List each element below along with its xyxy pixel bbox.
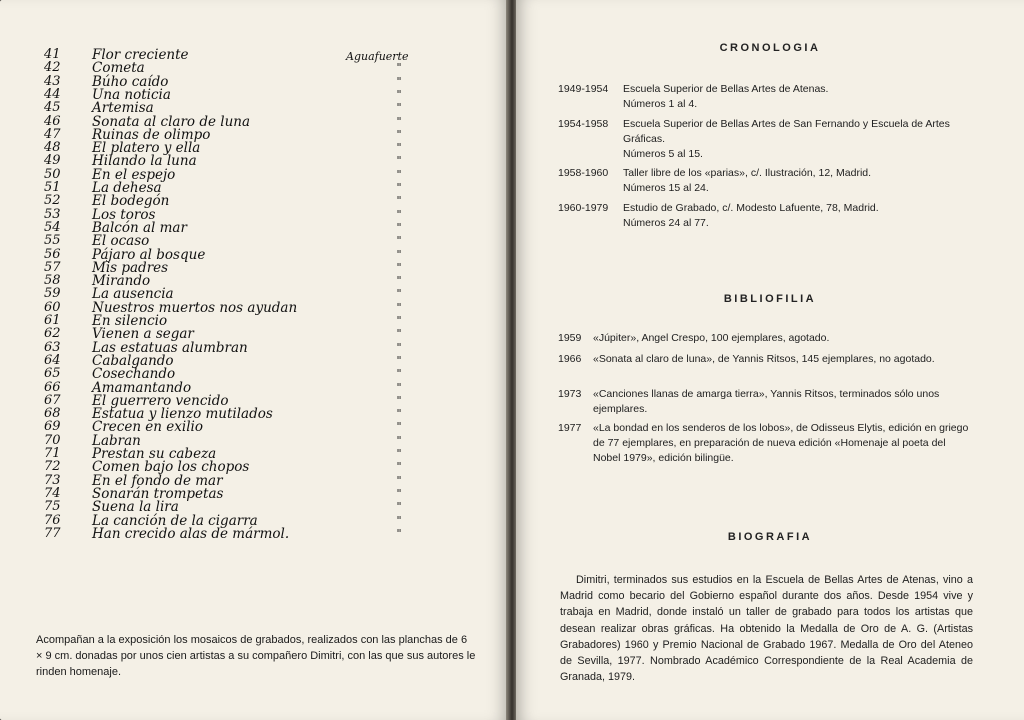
artwork-title: Sonata al claro de luna: [92, 113, 251, 130]
ditto-mark: ": [396, 500, 402, 514]
artwork-title: Mirando: [92, 273, 151, 290]
ditto-mark: ": [396, 367, 402, 381]
ditto-mark: ": [396, 207, 402, 221]
cronologia-numbers: Números 24 al 77.: [623, 217, 709, 229]
artwork-title: Ruinas de olimpo: [92, 126, 211, 143]
ditto-mark: ": [396, 234, 402, 248]
artwork-title: Búho caído: [92, 73, 169, 90]
bibliofilia-text: «Sonata al claro de luna», de Yannis Ritsos, 145 ejemplares, no agotado.: [593, 353, 935, 365]
artwork-title: Hilando la luna: [92, 153, 197, 170]
ditto-mark: ": [396, 260, 402, 274]
ditto-mark: ": [396, 327, 402, 341]
artwork-number: 67: [44, 392, 61, 408]
bibliofilia-entry: [558, 421, 978, 469]
ditto-mark: ": [396, 141, 402, 155]
artwork-number: 59: [44, 286, 61, 302]
artwork-title: La canción de la cigarra: [92, 512, 258, 529]
artwork-number: 44: [44, 86, 61, 102]
ditto-mark: ": [396, 127, 402, 141]
artwork-title: Cometa: [92, 60, 145, 77]
artwork-number: 66: [44, 379, 61, 395]
left-page: [0, 0, 508, 720]
cronologia-numbers: Números 1 al 4.: [623, 98, 698, 110]
artwork-title: Cabalgando: [92, 352, 174, 369]
ditto-mark: ": [396, 380, 402, 394]
artwork-title: Amamantando: [92, 379, 192, 396]
artwork-title: Pájaro al bosque: [92, 246, 206, 263]
artwork-title: Mis padres: [92, 259, 169, 276]
artwork-title: Sonarán trompetas: [92, 485, 224, 502]
artwork-number: 72: [44, 459, 61, 475]
ditto-mark: ": [396, 486, 402, 500]
artwork-number: 76: [44, 512, 61, 528]
artwork-number: 53: [44, 206, 61, 222]
artwork-title: Crecen en exilio: [92, 419, 203, 436]
ditto-mark: ": [396, 61, 402, 75]
ditto-mark: ": [396, 154, 402, 168]
artwork-number: 56: [44, 246, 61, 262]
ditto-mark: ": [396, 274, 402, 288]
ditto-mark: ": [396, 114, 402, 128]
bibliofilia-year: 1966: [558, 353, 582, 365]
cronologia-institution: Estudio de Grabado, c/. Modesto Lafuente, 78, Madrid.: [623, 202, 879, 214]
artwork-number: 69: [44, 419, 61, 435]
artwork-number: 54: [44, 219, 61, 235]
artwork-title: El guerrero vencido: [92, 392, 229, 409]
bibliofilia-text: «Júpiter», Angel Crespo, 100 ejemplares, agotado.: [593, 332, 830, 344]
artwork-number: 43: [44, 73, 61, 89]
ditto-mark: ": [396, 473, 402, 487]
ditto-mark: ": [396, 433, 402, 447]
artwork-number: 42: [44, 60, 61, 76]
cronologia-numbers: Números 5 al 15.: [623, 148, 703, 160]
cronologia-entry: [558, 117, 978, 163]
cronologia-text: [623, 82, 983, 112]
cronologia-years: 1949-1954: [558, 83, 609, 95]
ditto-mark: ": [396, 447, 402, 460]
cronologia-institution: Escuela Superior de Bellas Artes de Atenas.: [623, 83, 829, 95]
technique-header: Aguafuerte: [346, 50, 409, 63]
bibliofilia-year: 1959: [558, 332, 582, 344]
artwork-title: Estatua y lienzo mutilados: [92, 406, 273, 423]
ditto-mark: ": [396, 526, 402, 540]
artwork-number: 60: [44, 299, 61, 315]
artwork-number: 68: [44, 406, 61, 422]
bibliofilia-title: BIBLIOFILIA: [723, 293, 817, 305]
ditto-mark: ": [396, 407, 402, 421]
ditto-mark: ": [396, 314, 402, 327]
artwork-number: 52: [44, 193, 61, 209]
ditto-mark: ": [396, 220, 402, 234]
cronologia-numbers: Números 15 al 24.: [623, 182, 709, 194]
artwork-title: Vienen a segar: [92, 326, 194, 343]
artwork-number: 71: [44, 446, 61, 461]
artwork-number: 49: [44, 153, 61, 169]
artwork-title: Comen bajo los chopos: [92, 459, 250, 476]
artwork-title: Una noticia: [92, 86, 171, 103]
artwork-title: Labran: [92, 432, 141, 449]
artwork-number: 46: [44, 113, 61, 129]
cronologia-text: [623, 117, 983, 162]
biografia-title: BIOGRAFIA: [727, 531, 813, 543]
ditto-mark: ": [396, 74, 402, 88]
artwork-title: El ocaso: [92, 233, 150, 250]
ditto-mark: ": [396, 247, 402, 261]
artwork-number: 55: [44, 233, 61, 249]
artwork-title: Flor creciente: [92, 47, 189, 63]
cronologia-text: [623, 166, 983, 196]
ditto-mark: ": [396, 420, 402, 434]
bibliofilia-entry: [558, 352, 978, 382]
artwork-number: 63: [44, 339, 61, 355]
cronologia-years: 1954-1958: [558, 118, 609, 130]
artwork-number: 47: [44, 126, 61, 142]
artwork-title: Artemisa: [92, 100, 154, 117]
bibliofilia-year: 1973: [558, 388, 582, 400]
bibliofilia-text: «La bondad en los senderos de los lobos», de Odisseus Elytis, edición en griego de 77 ejemplares, en preparación de nueva edición «Homenaje al poeta del Nobel 1979», edición bilingüe.: [593, 422, 969, 464]
artwork-title: Cosechando: [92, 366, 176, 383]
bibliofilia-text: «Canciones llanas de amarga tierra», Yannis Ritsos, terminados sólo unos ejemplares.: [593, 388, 940, 415]
ditto-mark: ": [396, 194, 402, 208]
exhibition-footnote: Acompañan a la exposición los mosaicos de grabados, realizados con las planchas de 6 × 9 cm. donadas por unos cien artistas a su compañero Dimitri, con las que sus autores le rinden homenaje.: [36, 634, 476, 678]
ditto-mark: ": [396, 101, 402, 115]
ditto-mark: ": [396, 87, 402, 101]
artwork-title: Suena la lira: [92, 499, 179, 516]
bibliofilia-entry: [558, 331, 978, 347]
artwork-number: 45: [44, 100, 61, 116]
bibliofilia-year: 1977: [558, 422, 582, 434]
artwork-number: 58: [44, 273, 61, 289]
ditto-mark: ": [396, 460, 402, 474]
artwork-title: Los toros: [92, 206, 156, 223]
artwork-number: 57: [44, 259, 61, 275]
artwork-title: En el fondo de mar: [92, 472, 223, 489]
artwork-title: En el espejo: [92, 166, 176, 183]
ditto-mark: ": [396, 353, 402, 367]
artwork-number: 75: [44, 499, 61, 515]
ditto-mark: ": [396, 167, 402, 181]
artwork-title: En silencio: [92, 313, 168, 329]
cronologia-institution: Escuela Superior de Bellas Artes de San Fernando y Escuela de Artes Gráficas.: [623, 118, 950, 145]
artwork-title: El platero y ella: [92, 140, 201, 157]
ditto-mark: ": [396, 300, 402, 314]
artwork-number: 74: [44, 485, 61, 501]
ditto-mark: ": [396, 340, 402, 354]
artwork-number: 48: [44, 140, 61, 156]
cronologia-entry: [558, 166, 978, 196]
biografia-text: Dimitri, terminados sus estudios en la Escuela de Bellas Artes de Atenas, vino a Madrid como becario del Gobierno español durante dos años. Desde 1954 vive y trabaja en Madrid, donde instaló un taller de grabado para todos los artistas que desean realizar obras gráficas. Ha obtenido la Medalla de Oro de A. G. (Artistas Grabadores) 1960 y Premio Nacional de Grabado 1967. Medalla de Oro del Ateneo de Sevilla, 1977. Nombrado Académico Correspondiente de la Real Academia de Granada, 1979.: [560, 574, 973, 684]
artwork-number: 70: [44, 432, 61, 448]
artwork-number: 65: [44, 366, 61, 382]
cronologia-entry: [558, 201, 978, 231]
artwork-number: 50: [44, 166, 61, 182]
ditto-mark: ": [396, 181, 402, 194]
cronologia-years: 1958-1960: [558, 167, 609, 179]
artwork-row: [0, 526, 508, 542]
ditto-mark: ": [396, 287, 402, 301]
artwork-number: 62: [44, 326, 61, 342]
artwork-number: 61: [44, 313, 61, 328]
artwork-number: 73: [44, 472, 61, 488]
bibliofilia-entry: [558, 387, 978, 417]
cronologia-institution: Taller libre de los «parias», c/. Ilustración, 12, Madrid.: [623, 167, 872, 179]
artwork-number: 64: [44, 352, 61, 368]
ditto-mark: ": [396, 513, 402, 527]
artwork-title: Prestan su cabeza: [92, 446, 217, 462]
artwork-title: La dehesa: [92, 180, 162, 196]
artwork-number: 51: [44, 180, 61, 195]
artwork-title: Nuestros muertos nos ayudan: [92, 299, 298, 316]
cronologia-years: 1960-1979: [558, 202, 609, 214]
artwork-number: 41: [44, 47, 61, 62]
artwork-title: Balcón al mar: [92, 219, 187, 236]
ditto-mark: ": [396, 393, 402, 407]
artwork-title: Han crecido alas de mármol.: [92, 525, 290, 542]
cronologia-title: CRONOLOGIA: [719, 42, 821, 54]
cronologia-text: [623, 201, 983, 231]
artwork-title: Las estatuas alumbran: [92, 339, 248, 356]
artwork-title: La ausencia: [92, 286, 174, 303]
cronologia-entry: [558, 82, 978, 112]
artwork-title: El bodegón: [92, 193, 170, 210]
artwork-number: 77: [44, 525, 61, 541]
